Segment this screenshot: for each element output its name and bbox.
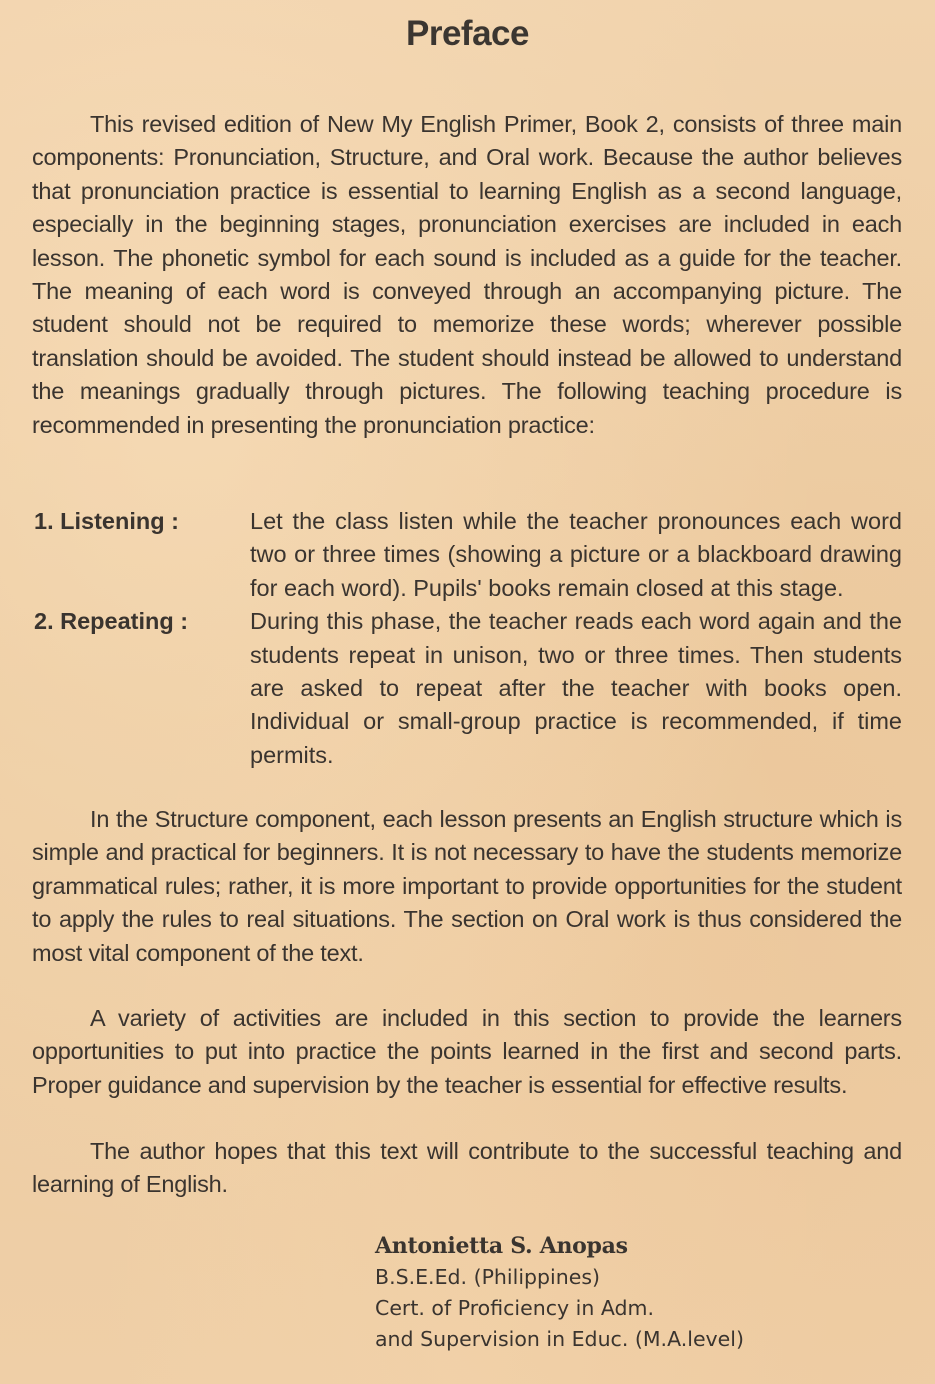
step-text: Let the class listen while the teacher pronounces each word two or three times (showing a picture or a blackboard drawing for each word). Pupils' books remain closed at this stage.: [250, 508, 902, 601]
closing-paragraph-block: [32, 1135, 902, 1202]
structure-paragraph-block: [32, 803, 902, 970]
step-text: During this phase, the teacher reads each word again and the students repeat in unison, two or three times. Then students are asked to repeat after the teacher with books open. Individual or small-group practice is recommended, if time permits.: [250, 608, 902, 768]
step-label: 1. Listening :: [34, 508, 179, 534]
intro-paragraph: This revised edition of New My English Primer, Book 2, consists of three main components: Pronunciation, Structure, and Oral work. Because the author believes that pronunciation practice is essential to learning English as a second language, especially in the beginning stages, pronunciation exercises are included in each lesson. The phonetic symbol for each sound is included as a guide for the teacher. The meaning of each word is conveyed through an accompanying picture. The student should not be required to memorize these words; wherever possible translation should be avoided. The student should instead be allowed to understand the meanings gradually through pictures. The following teaching procedure is recommended in presenting the pronunciation practice:: [32, 111, 902, 438]
author-degree: B.S.E.Ed. (Philippines): [375, 1265, 601, 1289]
structure-paragraph: In the Structure component, each lesson presents an English structure which is simple and practical for beginners. It is not necessary to have the students memorize grammatical rules; rather, it is more important to provide opportunities for the student to apply the rules to real situations. The section on Oral work is thus considered the most vital component of the text.: [32, 806, 902, 966]
step-label: 2. Repeating :: [34, 608, 189, 635]
page-title: Preface: [406, 14, 529, 53]
author-cert-line-1: Cert. of Proficiency in Adm.: [375, 1296, 654, 1320]
activities-paragraph-block: [32, 1002, 902, 1102]
step-listening: [32, 505, 902, 605]
closing-paragraph: The author hopes that this text will contribute to the successful teaching and learning of English.: [32, 1138, 902, 1198]
step-repeating: [32, 605, 902, 772]
activities-paragraph: A variety of activities are included in this section to provide the learners opportunities to put into practice the points learned in the first and second parts. Proper guidance and supervision by the teacher is essential for effective results.: [32, 1005, 902, 1098]
author-signature: [375, 1231, 744, 1355]
procedure-steps: [32, 505, 902, 772]
author-cert-line-2: and Supervision in Educ. (M.A.level): [375, 1327, 744, 1351]
author-name: Antonietta S. Anopas: [375, 1233, 628, 1259]
intro-paragraph-block: [32, 108, 902, 442]
